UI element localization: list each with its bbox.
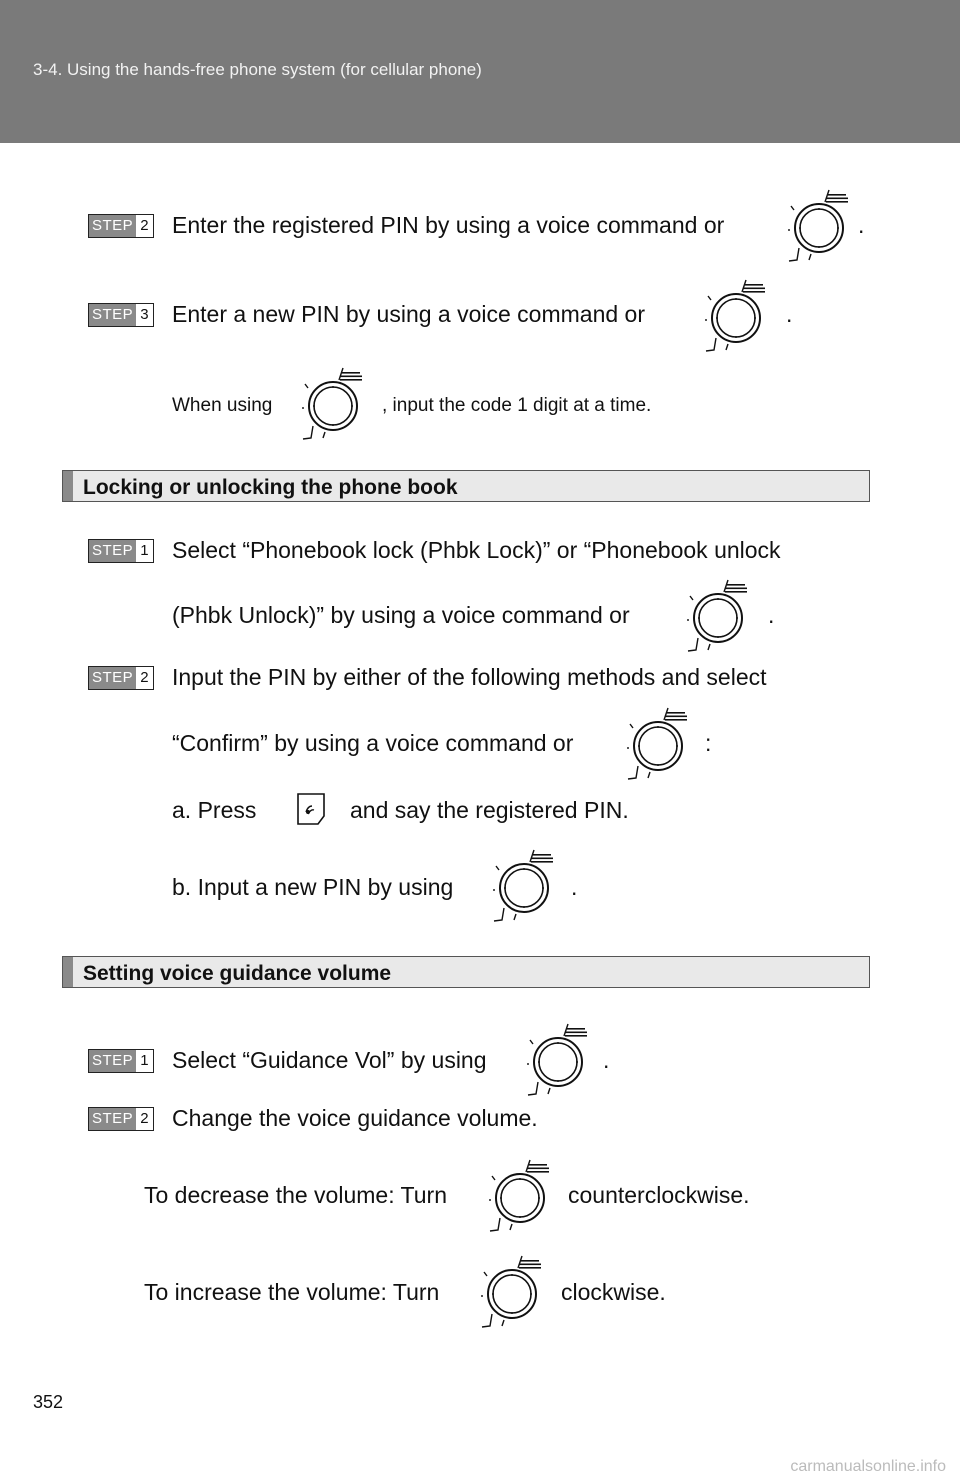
- tune-file-knob-icon: [622, 706, 698, 782]
- talk-switch-icon: [293, 791, 329, 827]
- step-text: Input the PIN by either of the following methods and select: [172, 664, 767, 690]
- tune-file-knob-icon: [522, 1022, 598, 1098]
- page-number: 352: [33, 1392, 64, 1412]
- step-badge: STEP 2: [88, 214, 154, 238]
- tune-file-knob-icon: [682, 578, 758, 654]
- tune-file-knob-icon: [700, 278, 776, 354]
- tune-file-knob-icon: [484, 1158, 560, 1234]
- section-heading: Locking or unlocking the phone book: [62, 470, 870, 502]
- tune-file-knob-icon: [488, 848, 564, 924]
- step-text: “Confirm” by using a voice command or: [172, 730, 574, 756]
- section-heading: Setting voice guidance volume: [62, 956, 870, 988]
- step-badge: STEP 3: [88, 303, 154, 327]
- note-text: When using: [172, 395, 273, 416]
- step-text: Enter the registered PIN by using a voice command or: [172, 212, 725, 238]
- tune-file-knob-icon: [783, 188, 859, 264]
- volume-increase-text: To increase the volume: Turn: [144, 1279, 440, 1305]
- step-text: Select “Phonebook lock (Phbk Lock)” or “Phonebook unlock: [172, 537, 781, 563]
- volume-decrease-text: counterclockwise.: [568, 1182, 750, 1208]
- method-a-text: a. Press: [172, 797, 257, 823]
- step-text: Enter a new PIN by using a voice command or: [172, 301, 646, 327]
- tune-file-knob-icon: [476, 1254, 552, 1330]
- tune-file-knob-icon: [297, 366, 373, 442]
- volume-increase-text: clockwise.: [561, 1279, 666, 1305]
- chapter-title: 3-4. Using the hands-free phone system (for cellular phone): [33, 60, 482, 79]
- watermark: carmanualsonline.info: [790, 1458, 946, 1475]
- step-badge: STEP 1: [88, 1049, 154, 1073]
- step-text: (Phbk Unlock)” by using a voice command or: [172, 602, 630, 628]
- step-text: Select “Guidance Vol” by using: [172, 1047, 487, 1073]
- step-badge: STEP 2: [88, 1107, 154, 1131]
- method-b-text: b. Input a new PIN by using: [172, 874, 454, 900]
- volume-decrease-text: To decrease the volume: Turn: [144, 1182, 447, 1208]
- step-badge: STEP 1: [88, 539, 154, 563]
- step-badge: STEP 2: [88, 666, 154, 690]
- step-text: Change the voice guidance volume.: [172, 1105, 538, 1131]
- method-a-text: and say the registered PIN.: [350, 797, 629, 823]
- note-text: , input the code 1 digit at a time.: [382, 395, 652, 416]
- header-band: [0, 0, 960, 143]
